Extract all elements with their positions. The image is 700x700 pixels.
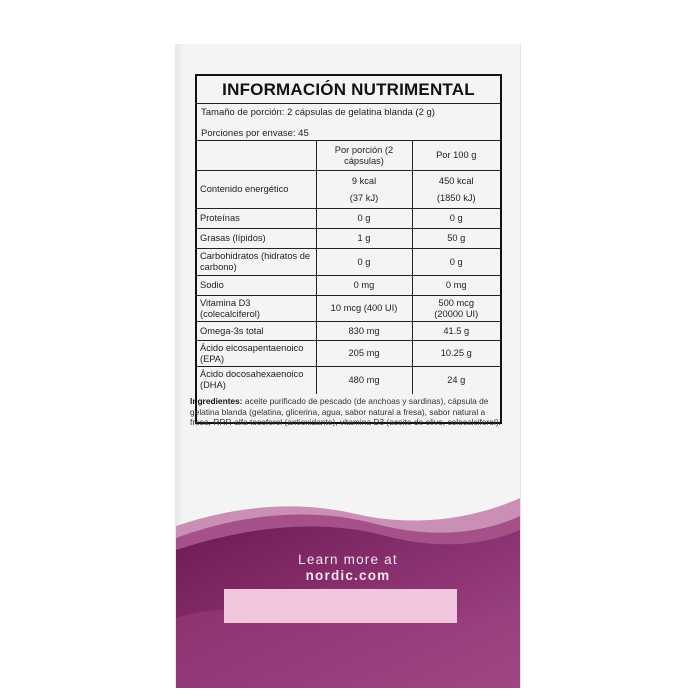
- row-vitd3-per-100g: 500 mcg: [438, 297, 475, 308]
- row-energy-name: Contenido energético: [197, 171, 316, 209]
- row-protein-name: Proteínas: [197, 209, 316, 229]
- row-protein-per-100g: 0 g: [412, 209, 500, 229]
- row-dha-per-serving: 480 mg: [316, 367, 412, 394]
- table-row: [197, 322, 500, 341]
- ingredients-list: aceite purificado de pescado (de anchoas y sardinas), cápsula de gelatina blanda (gelatina, glicerina, agua, sabor natural a fresa), sabor natural a fresa, RRR-alfa tocoferol (antioxidante), vitamina D3 (aceite de olivo, colecalciferol).: [190, 396, 501, 428]
- header-per-serving: Por porción (2 cápsulas): [316, 141, 412, 171]
- row-energy-per-serving-kj: (37 kJ): [349, 192, 379, 203]
- table-header-row: [197, 141, 500, 171]
- row-dha-name: Ácido docosahexaenoico (DHA): [197, 367, 316, 394]
- row-energy-cell: [316, 171, 412, 209]
- row-vitd3-name: Vitamina D3 (colecalciferol): [197, 296, 316, 322]
- row-omega3-per-100g: 41.5 g: [412, 322, 500, 341]
- header-empty: [197, 141, 316, 171]
- code-box: [224, 589, 457, 623]
- row-sodium-per-serving: 0 mg: [316, 276, 412, 296]
- row-epa-per-serving: 205 mg: [316, 341, 412, 367]
- table-row: [197, 249, 500, 276]
- row-vitd3-per-serving: 10 mcg (400 UI): [316, 296, 412, 322]
- row-sodium-per-100g: 0 mg: [412, 276, 500, 296]
- row-energy-per-serving: 9 kcal: [351, 175, 377, 186]
- row-dha-per-100g: 24 g: [412, 367, 500, 394]
- row-omega3-name: Omega-3s total: [197, 322, 316, 341]
- row-fat-per-serving: 1 g: [316, 229, 412, 249]
- row-epa-name: Ácido eicosapentaenoico (EPA): [197, 341, 316, 367]
- panel-title: INFORMACIÓN NUTRIMENTAL: [222, 80, 475, 99]
- row-energy-per-100g: 450 kcal: [438, 175, 474, 186]
- row-omega3-per-serving: 830 mg: [316, 322, 412, 341]
- table-row: [197, 209, 500, 229]
- table-row: [197, 276, 500, 296]
- learn-more-text: Learn more at: [298, 552, 398, 567]
- website-text: nordic.com: [305, 568, 391, 583]
- row-fat-name: Grasas (lípidos): [197, 229, 316, 249]
- row-vitd3-per-100g-ui: (20000 UI): [434, 308, 479, 319]
- row-fat-per-100g: 50 g: [412, 229, 500, 249]
- row-epa-per-100g: 10.25 g: [412, 341, 500, 367]
- nutrition-table: [197, 140, 500, 394]
- row-energy-per-100g-kj: (1850 kJ): [436, 192, 476, 203]
- header-per-100g: Por 100 g: [412, 141, 500, 171]
- row-carbs-per-serving: 0 g: [316, 249, 412, 276]
- row-vitd3-cell-100g: [412, 296, 500, 322]
- servings-per-container: Porciones por envase: 45: [201, 128, 309, 139]
- product-box-panel: [176, 44, 520, 688]
- table-row: [197, 341, 500, 367]
- row-carbs-name: Carbohidratos (hidratos de carbono): [197, 249, 316, 276]
- serving-size: Tamaño de porción: 2 cápsulas de gelatina blanda (2 g): [197, 103, 500, 121]
- row-energy-cell-100g: [412, 171, 500, 209]
- nutrition-facts-panel: [195, 74, 502, 424]
- ingredients-label: Ingredientes:: [190, 396, 243, 406]
- row-carbs-per-100g: 0 g: [412, 249, 500, 276]
- table-row: [197, 367, 500, 394]
- row-protein-per-serving: 0 g: [316, 209, 412, 229]
- table-row: [197, 296, 500, 322]
- row-sodium-name: Sodio: [197, 276, 316, 296]
- table-row: [197, 229, 500, 249]
- ingredients-text: [190, 396, 508, 428]
- table-row: [197, 171, 500, 209]
